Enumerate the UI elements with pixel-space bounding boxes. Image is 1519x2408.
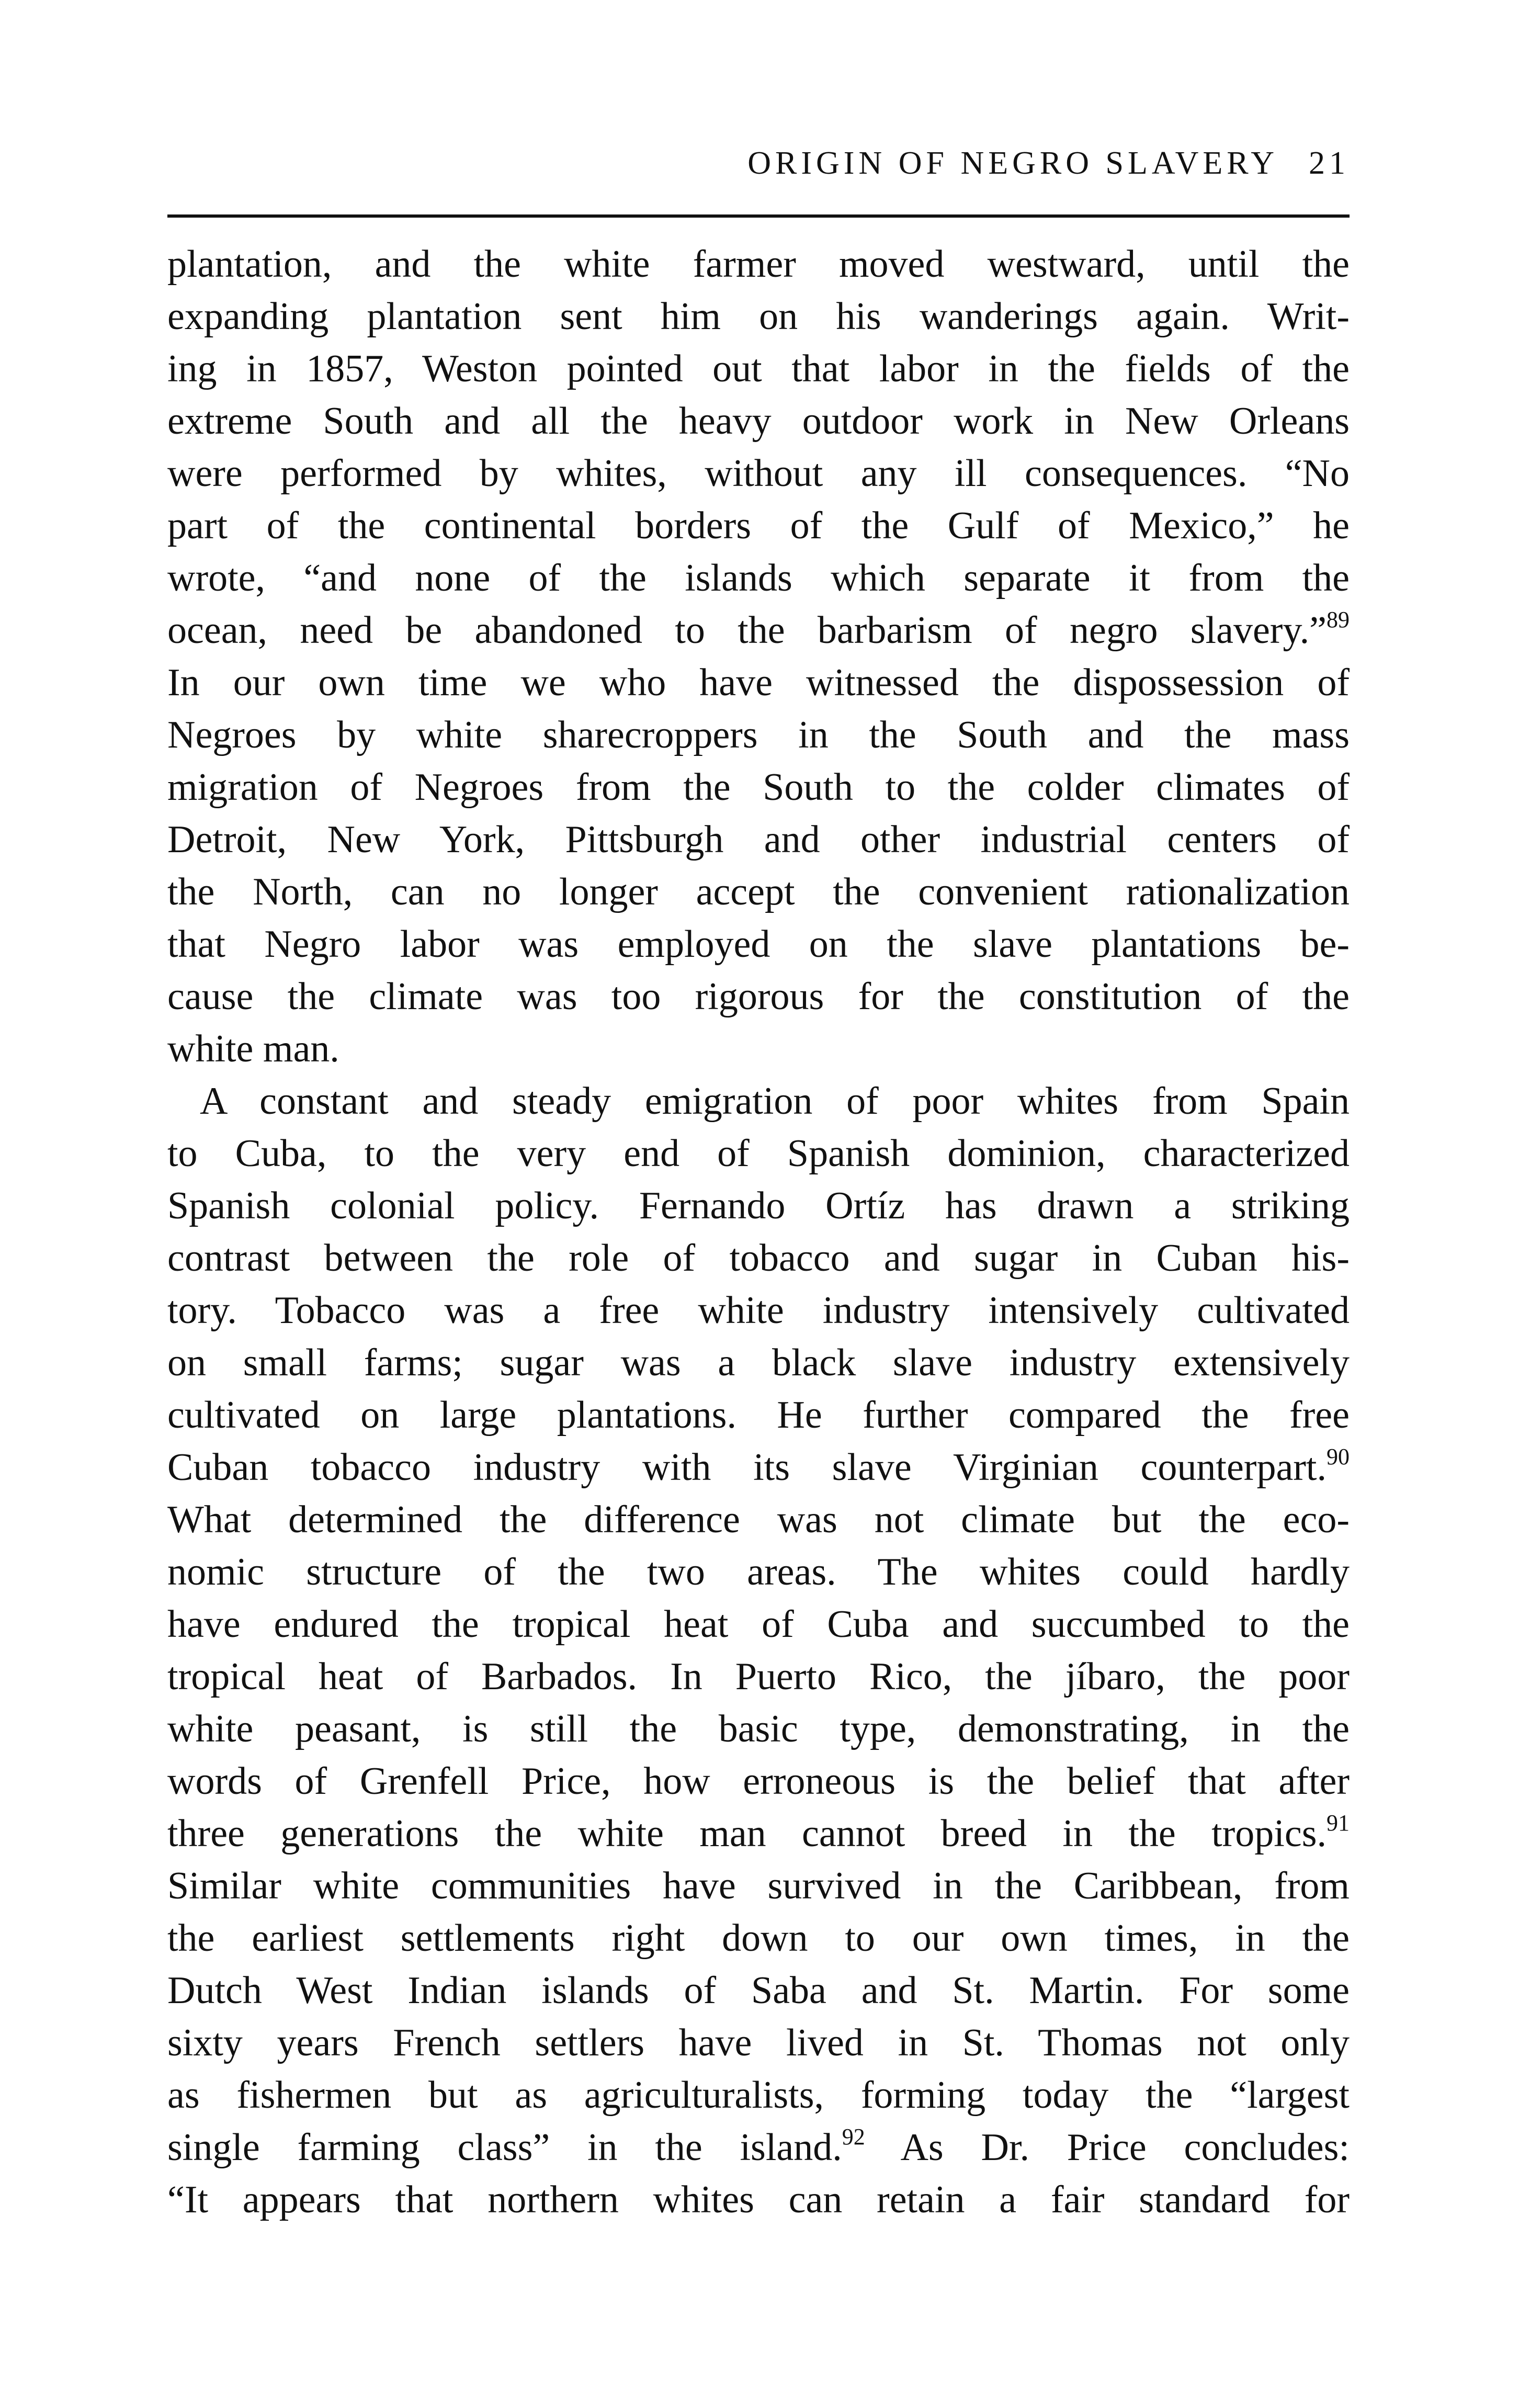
text-line: A constant and steady emigration of poor whites from Spain	[200, 1080, 1350, 1123]
text-line: white man.	[167, 1027, 339, 1070]
text-line: tory. Tobacco was a free white industry intensively cultivated	[167, 1289, 1350, 1332]
text-line: In our own time we who have witnessed the dispossession of	[167, 661, 1350, 704]
text-line: as fishermen but as agriculturalists, forming today the “largest	[167, 2074, 1350, 2117]
text-line: sixty years French settlers have lived in St. Thomas not only	[167, 2021, 1350, 2064]
text-line: white peasant, is still the basic type, demonstrating, in the	[167, 1708, 1350, 1750]
text-line: What determined the difference was not climate but the eco-	[167, 1498, 1350, 1541]
text-line: were performed by whites, without any ill consequences. “No	[167, 452, 1350, 495]
text-line: plantation, and the white farmer moved westward, until the	[167, 243, 1350, 286]
footnote-ref: 91	[1327, 1810, 1350, 1836]
text-line: wrote, “and none of the islands which separate it from the	[167, 557, 1350, 600]
page-number: 21	[1309, 145, 1350, 181]
text-line: migration of Negroes from the South to the colder climates of	[167, 766, 1350, 809]
text-line: tropical heat of Barbados. In Puerto Rico, the jíbaro, the poor	[167, 1655, 1350, 1698]
running-head-title: ORIGIN OF NEGRO SLAVERY	[747, 145, 1278, 181]
text-line: part of the continental borders of the Gulf of Mexico,” he	[167, 504, 1350, 547]
book-page	[167, 0, 1350, 2408]
text-line: single farming class” in the island.$^{92}$ As Dr. Price concludes:	[167, 2124, 1350, 2169]
text-line: Cuban tobacco industry with its slave Virginian counterpart.$^{90}$	[167, 1444, 1350, 1489]
text-line: contrast between the role of tobacco and sugar in Cuban his-	[167, 1237, 1350, 1280]
footnote-ref: 92	[842, 2124, 865, 2150]
footnote-ref: 90	[1327, 1444, 1350, 1469]
text-line: “It appears that northern whites can retain a fair standard for	[167, 2178, 1350, 2221]
text-line: have endured the tropical heat of Cuba and succumbed to the	[167, 1603, 1350, 1646]
text-line: words of Grenfell Price, how erroneous is the belief that after	[167, 1760, 1350, 1803]
body-text	[167, 238, 1350, 2226]
text-line: expanding plantation sent him on his wanderings again. Writ-	[167, 295, 1350, 338]
text-line: to Cuba, to the very end of Spanish dominion, characterized	[167, 1132, 1350, 1175]
text-line: Negroes by white sharecroppers in the South and the mass	[167, 714, 1350, 756]
text-line: extreme South and all the heavy outdoor work in New Orleans	[167, 400, 1350, 443]
text-line: Detroit, New York, Pittsburgh and other industrial centers of	[167, 818, 1350, 861]
text-line: cause the climate was too rigorous for the constitution of the	[167, 975, 1350, 1018]
text-line: on small farms; sugar was a black slave industry extensively	[167, 1341, 1350, 1384]
text-line: ocean, need be abandoned to the barbarism of negro slavery.”$^{89}$	[167, 607, 1350, 652]
text-line: the North, can no longer accept the convenient rationalization	[167, 871, 1350, 913]
text-line: cultivated on large plantations. He further compared the free	[167, 1394, 1350, 1437]
text-line: ing in 1857, Weston pointed out that labor in the fields of the	[167, 347, 1350, 390]
text-line: that Negro labor was employed on the slave plantations be-	[167, 923, 1350, 966]
footnote-ref: 89	[1327, 607, 1350, 632]
running-head	[167, 142, 1350, 184]
text-line: three generations the white man cannot breed in the tropics.$^{91}$	[167, 1810, 1350, 1855]
text-line: Dutch West Indian islands of Saba and St. Martin. For some	[167, 1969, 1350, 2012]
text-line: Spanish colonial policy. Fernando Ortíz has drawn a striking	[167, 1184, 1350, 1227]
header-rule	[167, 214, 1350, 218]
text-line: nomic structure of the two areas. The whites could hardly	[167, 1551, 1350, 1593]
text-line: Similar white communities have survived in the Caribbean, from	[167, 1864, 1350, 1907]
text-line: the earliest settlements right down to our own times, in the	[167, 1917, 1350, 1960]
